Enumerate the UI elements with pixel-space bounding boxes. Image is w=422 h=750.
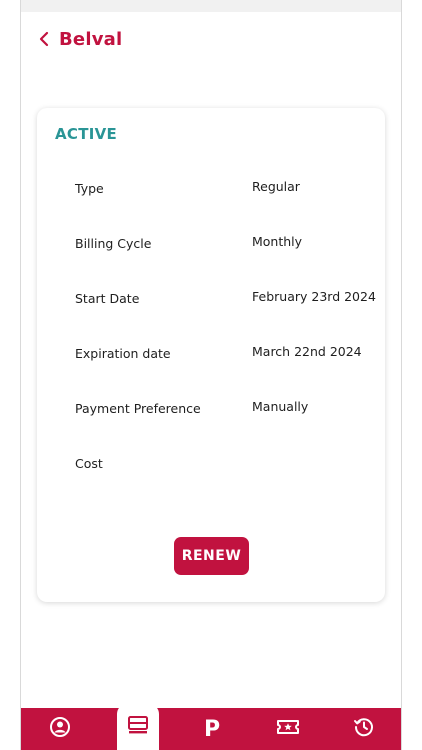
parking-icon: P — [203, 716, 221, 742]
subscription-card — [37, 108, 385, 602]
detail-value: Manually — [252, 399, 309, 414]
nav-item-history[interactable] — [344, 708, 384, 750]
renew-button[interactable]: RENEW — [174, 537, 249, 575]
detail-label: Billing Cycle — [75, 236, 152, 251]
page-title: Belval — [59, 28, 123, 50]
detail-label: Cost — [75, 456, 103, 471]
bottom-nav — [21, 708, 401, 750]
detail-label: Payment Preference — [75, 401, 201, 416]
detail-label: Expiration date — [75, 346, 171, 361]
history-icon — [353, 716, 375, 742]
header — [37, 28, 122, 50]
nav-item-profile[interactable] — [40, 708, 80, 750]
detail-label: Start Date — [75, 291, 140, 306]
detail-label: Type — [75, 181, 104, 196]
detail-value: Monthly — [252, 234, 303, 249]
profile-icon — [49, 716, 71, 742]
ticket-icon — [276, 717, 300, 741]
detail-value: Regular — [252, 179, 300, 194]
nav-item-tickets[interactable] — [268, 708, 308, 750]
nav-item-subscriptions[interactable] — [118, 704, 158, 750]
detail-value: March 22nd 2024 — [252, 344, 362, 359]
status-badge: ACTIVE — [55, 125, 118, 143]
subscription-card-icon — [127, 714, 149, 740]
back-chevron-icon[interactable] — [37, 28, 51, 50]
nav-item-parking[interactable] — [192, 708, 232, 750]
status-bar — [21, 0, 401, 12]
app-screen — [20, 0, 402, 750]
detail-value: February 23rd 2024 — [252, 289, 376, 304]
